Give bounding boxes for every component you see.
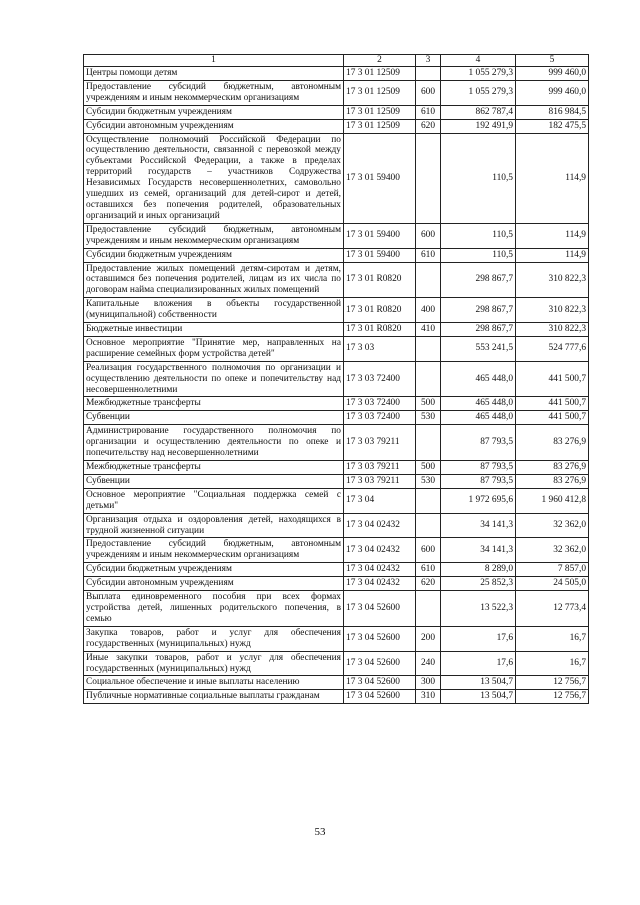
- table-row: [84, 105, 589, 119]
- row-value-col5: 441 500,7: [516, 411, 589, 425]
- row-code: 17 3 01 12509: [344, 105, 416, 119]
- table-row: [84, 323, 589, 337]
- row-name: Социальное обеспечение и иные выплаты населению: [84, 676, 344, 690]
- row-value-col4: 465 448,0: [441, 361, 516, 397]
- row-code: 17 3 03 79211: [344, 474, 416, 488]
- row-code: 17 3 04 02432: [344, 563, 416, 577]
- row-name: Основное мероприятие "Принятие мер, направленных на расширение семейных форм устройства детей": [84, 336, 344, 361]
- row-code: 17 3 03 72400: [344, 361, 416, 397]
- row-expense-type: 620: [416, 577, 441, 591]
- row-value-col5: 816 984,5: [516, 105, 589, 119]
- row-value-col5: 12 773,4: [516, 591, 589, 627]
- row-value-col5: 114,9: [516, 223, 589, 248]
- row-value-col4: 87 793,5: [441, 425, 516, 461]
- row-expense-type: 400: [416, 298, 441, 323]
- row-expense-type: 610: [416, 563, 441, 577]
- row-value-col4: 25 852,3: [441, 577, 516, 591]
- row-expense-type: 240: [416, 651, 441, 676]
- row-value-col4: 87 793,5: [441, 474, 516, 488]
- row-name: Закупка товаров, работ и услуг для обеспечения государственных (муниципальных) нужд: [84, 626, 344, 651]
- table-row: [84, 676, 589, 690]
- row-name: Субсидии автономным учреждениям: [84, 119, 344, 133]
- row-name: Осуществление полномочий Российской Федерации по осуществлению деятельности, связанной с перевозкой между субъектами Российской Федерации, а также в пределах территорий государств – участников Содружества Независимых Государств несовершеннолетних, самовольно ушедших из семей, организаций для детей-сирот и детей, оставшихся без попечения родителей, образовательных организаций и иных организаций: [84, 133, 344, 223]
- row-code: 17 3 04 02432: [344, 513, 416, 538]
- row-name: Межбюджетные трансферты: [84, 461, 344, 475]
- row-code: 17 3 04 52600: [344, 690, 416, 704]
- row-expense-type: 500: [416, 397, 441, 411]
- row-value-col4: 17,6: [441, 651, 516, 676]
- row-value-col4: 1 055 279,3: [441, 80, 516, 105]
- table-row: [84, 223, 589, 248]
- row-value-col5: 12 756,7: [516, 690, 589, 704]
- header-col-3: 3: [416, 55, 441, 67]
- row-name: Бюджетные инвестиции: [84, 323, 344, 337]
- row-expense-type: 530: [416, 411, 441, 425]
- row-expense-type: 530: [416, 474, 441, 488]
- table-row: [84, 67, 589, 81]
- page-number: 53: [314, 826, 326, 838]
- row-value-col5: 16,7: [516, 626, 589, 651]
- table-row: [84, 119, 589, 133]
- row-value-col4: 110,5: [441, 133, 516, 223]
- row-value-col5: 524 777,6: [516, 336, 589, 361]
- row-expense-type: [416, 67, 441, 81]
- row-code: 17 3 01 59400: [344, 223, 416, 248]
- row-name: Межбюджетные трансферты: [84, 397, 344, 411]
- row-value-col4: 465 448,0: [441, 397, 516, 411]
- row-expense-type: [416, 361, 441, 397]
- table-row: [84, 577, 589, 591]
- table-row: [84, 591, 589, 627]
- row-name: Капитальные вложения в объекты государственной (муниципальной) собственности: [84, 298, 344, 323]
- row-code: 17 3 04: [344, 488, 416, 513]
- row-value-col4: 8 289,0: [441, 563, 516, 577]
- row-value-col4: 1 055 279,3: [441, 67, 516, 81]
- row-value-col5: 16,7: [516, 651, 589, 676]
- row-value-col5: 12 756,7: [516, 676, 589, 690]
- table-row: [84, 80, 589, 105]
- table-row: [84, 425, 589, 461]
- row-name: Организация отдыха и оздоровления детей, находящихся в трудной жизненной ситуации: [84, 513, 344, 538]
- row-expense-type: [416, 262, 441, 298]
- row-value-col4: 298 867,7: [441, 298, 516, 323]
- header-col-2: 2: [344, 55, 416, 67]
- row-expense-type: 600: [416, 538, 441, 563]
- row-value-col5: 7 857,0: [516, 563, 589, 577]
- row-value-col5: 1 960 412,8: [516, 488, 589, 513]
- row-code: 17 3 01 12509: [344, 67, 416, 81]
- row-expense-type: [416, 591, 441, 627]
- table-row: [84, 626, 589, 651]
- row-code: 17 3 01 R0820: [344, 323, 416, 337]
- row-value-col4: 34 141,3: [441, 513, 516, 538]
- row-value-col4: 1 972 695,6: [441, 488, 516, 513]
- row-name: Иные закупки товаров, работ и услуг для обеспечения государственных (муниципальных) нужд: [84, 651, 344, 676]
- table-row: [84, 248, 589, 262]
- row-code: 17 3 01 R0820: [344, 262, 416, 298]
- table-row: [84, 262, 589, 298]
- row-expense-type: 620: [416, 119, 441, 133]
- row-code: 17 3 03 79211: [344, 461, 416, 475]
- row-code: 17 3 01 59400: [344, 248, 416, 262]
- row-code: 17 3 01 R0820: [344, 298, 416, 323]
- row-code: 17 3 04 52600: [344, 676, 416, 690]
- row-code: 17 3 01 12509: [344, 119, 416, 133]
- row-expense-type: 600: [416, 223, 441, 248]
- table-row: [84, 538, 589, 563]
- table-row: [84, 411, 589, 425]
- row-value-col5: 441 500,7: [516, 361, 589, 397]
- row-code: 17 3 01 12509: [344, 80, 416, 105]
- row-value-col4: 192 491,9: [441, 119, 516, 133]
- row-expense-type: 310: [416, 690, 441, 704]
- row-value-col5: 24 505,0: [516, 577, 589, 591]
- row-value-col4: 13 522,3: [441, 591, 516, 627]
- table-row: [84, 298, 589, 323]
- table-row: [84, 336, 589, 361]
- row-code: 17 3 01 59400: [344, 133, 416, 223]
- row-value-col5: 114,9: [516, 248, 589, 262]
- table-row: [84, 651, 589, 676]
- row-expense-type: 500: [416, 461, 441, 475]
- row-expense-type: 600: [416, 80, 441, 105]
- row-value-col4: 17,6: [441, 626, 516, 651]
- row-value-col5: 83 276,9: [516, 461, 589, 475]
- row-value-col5: 999 460,0: [516, 80, 589, 105]
- table-row: [84, 513, 589, 538]
- row-code: 17 3 03: [344, 336, 416, 361]
- row-code: 17 3 03 72400: [344, 411, 416, 425]
- row-code: 17 3 04 52600: [344, 651, 416, 676]
- row-value-col5: 182 475,5: [516, 119, 589, 133]
- row-code: 17 3 04 52600: [344, 626, 416, 651]
- table-row: [84, 361, 589, 397]
- row-name: Предоставление субсидий бюджетным, автономным учреждениям и иным некоммерческим организациям: [84, 538, 344, 563]
- row-value-col5: 114,9: [516, 133, 589, 223]
- row-name: Субсидии бюджетным учреждениям: [84, 105, 344, 119]
- row-name: Выплата единовременного пособия при всех формах устройства детей, лишенных родительского попечения, в семью: [84, 591, 344, 627]
- row-value-col5: 441 500,7: [516, 397, 589, 411]
- row-name: Администрирование государственного полномочия по организации и осуществлению деятельности по опеке и попечительству над несовершеннолетними: [84, 425, 344, 461]
- row-value-col4: 298 867,7: [441, 262, 516, 298]
- row-value-col4: 298 867,7: [441, 323, 516, 337]
- row-name: Субвенции: [84, 474, 344, 488]
- row-expense-type: 200: [416, 626, 441, 651]
- row-value-col4: 553 241,5: [441, 336, 516, 361]
- row-value-col5: 83 276,9: [516, 425, 589, 461]
- row-expense-type: 610: [416, 105, 441, 119]
- row-code: 17 3 03 79211: [344, 425, 416, 461]
- row-value-col5: 310 822,3: [516, 262, 589, 298]
- table-row: [84, 133, 589, 223]
- row-name: Субсидии бюджетным учреждениям: [84, 563, 344, 577]
- row-value-col4: 862 787,4: [441, 105, 516, 119]
- row-value-col5: 310 822,3: [516, 323, 589, 337]
- table-row: [84, 488, 589, 513]
- row-code: 17 3 04 52600: [344, 591, 416, 627]
- row-name: Предоставление жилых помещений детям-сиротам и детям, оставшимся без попечения родителей, лицам из их числа по договорам найма специализированных жилых помещений: [84, 262, 344, 298]
- header-col-5: 5: [516, 55, 589, 67]
- row-name: Реализация государственного полномочия по организации и осуществлению деятельности по опеке и попечительству над несовершеннолетними: [84, 361, 344, 397]
- row-value-col4: 110,5: [441, 248, 516, 262]
- budget-table: [83, 54, 589, 704]
- row-code: 17 3 04 02432: [344, 538, 416, 563]
- row-expense-type: [416, 336, 441, 361]
- row-value-col5: 999 460,0: [516, 67, 589, 81]
- row-name: Основное мероприятие "Социальная поддержка семей с детьми": [84, 488, 344, 513]
- row-expense-type: 410: [416, 323, 441, 337]
- row-value-col4: 13 504,7: [441, 690, 516, 704]
- header-col-1: 1: [84, 55, 344, 67]
- row-expense-type: 300: [416, 676, 441, 690]
- header-col-4: 4: [441, 55, 516, 67]
- table-row: [84, 397, 589, 411]
- row-value-col5: 83 276,9: [516, 474, 589, 488]
- row-value-col4: 87 793,5: [441, 461, 516, 475]
- row-name: Субсидии автономным учреждениям: [84, 577, 344, 591]
- row-value-col5: 32 362,0: [516, 538, 589, 563]
- row-value-col4: 13 504,7: [441, 676, 516, 690]
- row-name: Субвенции: [84, 411, 344, 425]
- header-row: [84, 55, 589, 67]
- row-value-col4: 465 448,0: [441, 411, 516, 425]
- row-code: 17 3 03 72400: [344, 397, 416, 411]
- row-name: Предоставление субсидий бюджетным, автономным учреждениям и иным некоммерческим организациям: [84, 223, 344, 248]
- row-name: Публичные нормативные социальные выплаты гражданам: [84, 690, 344, 704]
- table-row: [84, 461, 589, 475]
- row-expense-type: [416, 133, 441, 223]
- table-row: [84, 690, 589, 704]
- row-expense-type: [416, 513, 441, 538]
- row-expense-type: [416, 425, 441, 461]
- row-name: Центры помощи детям: [84, 67, 344, 81]
- row-value-col4: 34 141,3: [441, 538, 516, 563]
- table-row: [84, 474, 589, 488]
- table-row: [84, 563, 589, 577]
- row-name: Предоставление субсидий бюджетным, автономным учреждениям и иным некоммерческим организациям: [84, 80, 344, 105]
- row-code: 17 3 04 02432: [344, 577, 416, 591]
- row-value-col5: 32 362,0: [516, 513, 589, 538]
- row-expense-type: [416, 488, 441, 513]
- row-value-col5: 310 822,3: [516, 298, 589, 323]
- row-name: Субсидии бюджетным учреждениям: [84, 248, 344, 262]
- row-value-col4: 110,5: [441, 223, 516, 248]
- row-expense-type: 610: [416, 248, 441, 262]
